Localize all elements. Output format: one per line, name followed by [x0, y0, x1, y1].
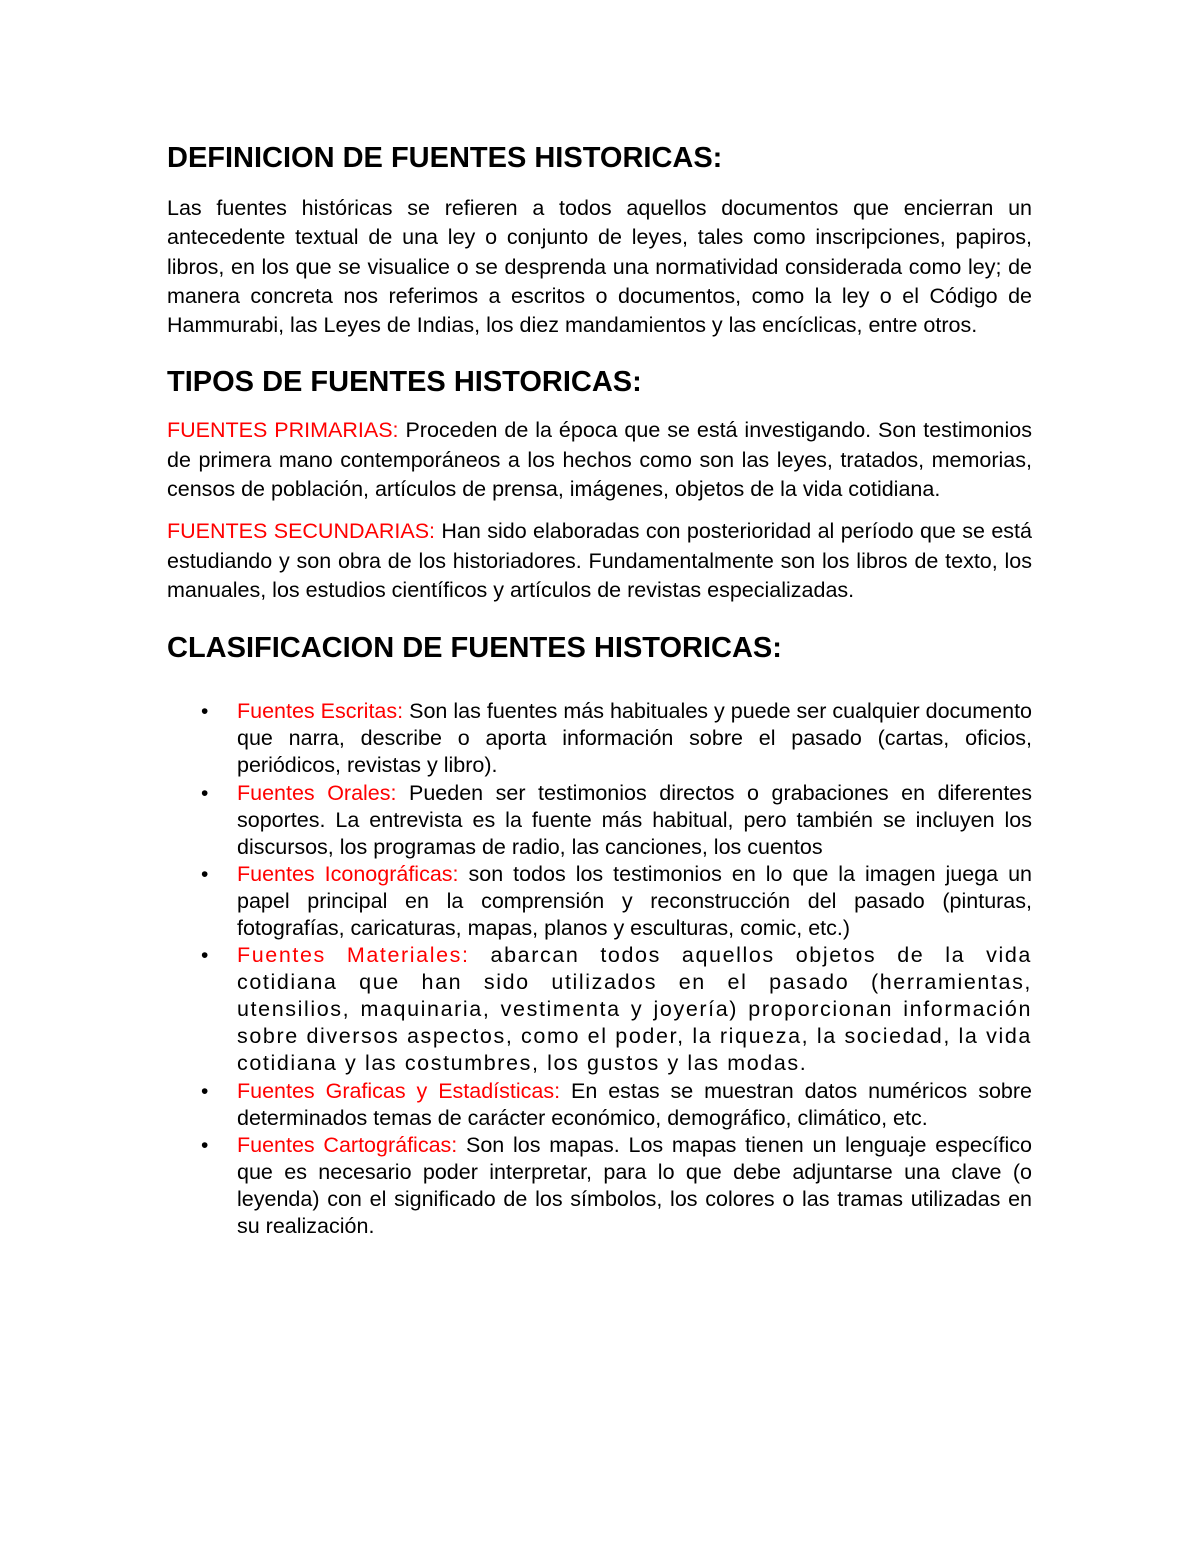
term-fuentes-materiales: Fuentes Materiales: — [237, 943, 470, 968]
text-fuentes-primarias: Proceden de la época que se está investigando. Son testimonios de primera mano contemporáneos a los hechos como son las leyes, tratados, memorias, censos de población, artículos de prensa, imágenes, objetos de la vida cotidiana. — [167, 418, 1032, 502]
term-fuentes-iconograficas: Fuentes Iconográficas: — [237, 861, 459, 886]
paragraph-fuentes-secundarias — [167, 517, 1032, 605]
bullet-icon: • — [201, 700, 209, 724]
text-fuentes-escritas: Son las fuentes más habituales y puede ser cualquier documento que narra, describe o aporta información sobre el pasado (cartas, oficios, periódicos, revistas y libro). — [237, 699, 1033, 778]
heading-definicion: DEFINICION DE FUENTES HISTORICAS: — [167, 142, 723, 174]
document-body — [167, 138, 1032, 1240]
bullet-icon: • — [201, 862, 209, 886]
text-fuentes-orales: Pueden ser testimonios directos o grabaciones en diferentes soportes. La entrevista es la fuente más habitual, pero también se incluyen los discursos, los programas de radio, las canciones, los cuentos — [237, 780, 1032, 859]
heading-tipos: TIPOS DE FUENTES HISTORICAS: — [167, 366, 642, 399]
text-fuentes-materiales: abarcan todos aquellos objetos de la vida cotidiana que han sido utilizados en el pasado (herramientas, utensilios, maquinaria, vestimenta y joyería) proporcionan información sobre diversos aspectos, como el poder, la riqueza, la sociedad, la vida cotidiana y las costumbres, los gustos y las modas. — [237, 943, 1032, 1076]
list-item-fuentes-iconograficas — [167, 861, 1032, 942]
text-fuentes-cartograficas: Son los mapas. Los mapas tienen un lenguaje específico que es necesario poder interpretar, para lo que debe adjuntarse una clave (o leyenda) con el significado de los símbolos, los colores o las tramas utilizadas en su realización. — [237, 1132, 1032, 1239]
list-item-fuentes-cartograficas — [167, 1132, 1032, 1240]
term-fuentes-graficas: Fuentes Graficas y Estadísticas: — [237, 1078, 561, 1103]
text-fuentes-secundarias: Han sido elaboradas con posterioridad al período que se está estudiando y son obra de los historiadores. Fundamentalmente son los libros de texto, los manuales, los estudios científicos y artículos de revistas especializadas. — [167, 519, 1032, 602]
bullet-icon: • — [201, 1133, 209, 1157]
term-fuentes-escritas: Fuentes Escritas: — [237, 699, 404, 724]
bullet-icon: • — [201, 1079, 209, 1103]
term-fuentes-primarias: FUENTES PRIMARIAS: — [167, 418, 399, 443]
heading-clasificacion: CLASIFICACION DE FUENTES HISTORICAS: — [167, 632, 782, 665]
list-item-fuentes-escritas — [167, 698, 1032, 779]
list-item-fuentes-materiales — [167, 942, 1032, 1077]
paragraph-definicion: Las fuentes históricas se refieren a todos aquellos documentos que encierran un antecedente textual de una ley o conjunto de leyes, tales como inscripciones, papiros, libros, en los que se visualice o se desprenda una normatividad considerada como ley; de manera concreta nos referimos a escritos o documentos, como la ley o el Código de Hammurabi, las Leyes de Indias, los diez mandamientos y las encíclicas, entre otros. — [167, 196, 1032, 338]
list-item-fuentes-graficas — [167, 1078, 1032, 1132]
text-fuentes-iconograficas: son todos los testimonios en lo que la imagen juega un papel principal en la comprensión y reconstrucción del pasado (pinturas, fotografías, caricaturas, mapas, planos y esculturas, comic, etc.) — [237, 861, 1032, 941]
bullet-icon: • — [201, 944, 210, 968]
term-fuentes-secundarias: FUENTES SECUNDARIAS: — [167, 519, 436, 544]
term-fuentes-cartograficas: Fuentes Cartográficas: — [237, 1132, 458, 1157]
bullet-icon: • — [201, 781, 209, 805]
clasificacion-list — [167, 698, 1032, 1240]
paragraph-fuentes-primarias — [167, 416, 1032, 504]
text-fuentes-graficas: En estas se muestran datos numéricos sobre determinados temas de carácter económico, demográfico, climático, etc. — [237, 1078, 1032, 1130]
term-fuentes-orales: Fuentes Orales: — [237, 780, 397, 805]
list-item-fuentes-orales — [167, 780, 1032, 861]
